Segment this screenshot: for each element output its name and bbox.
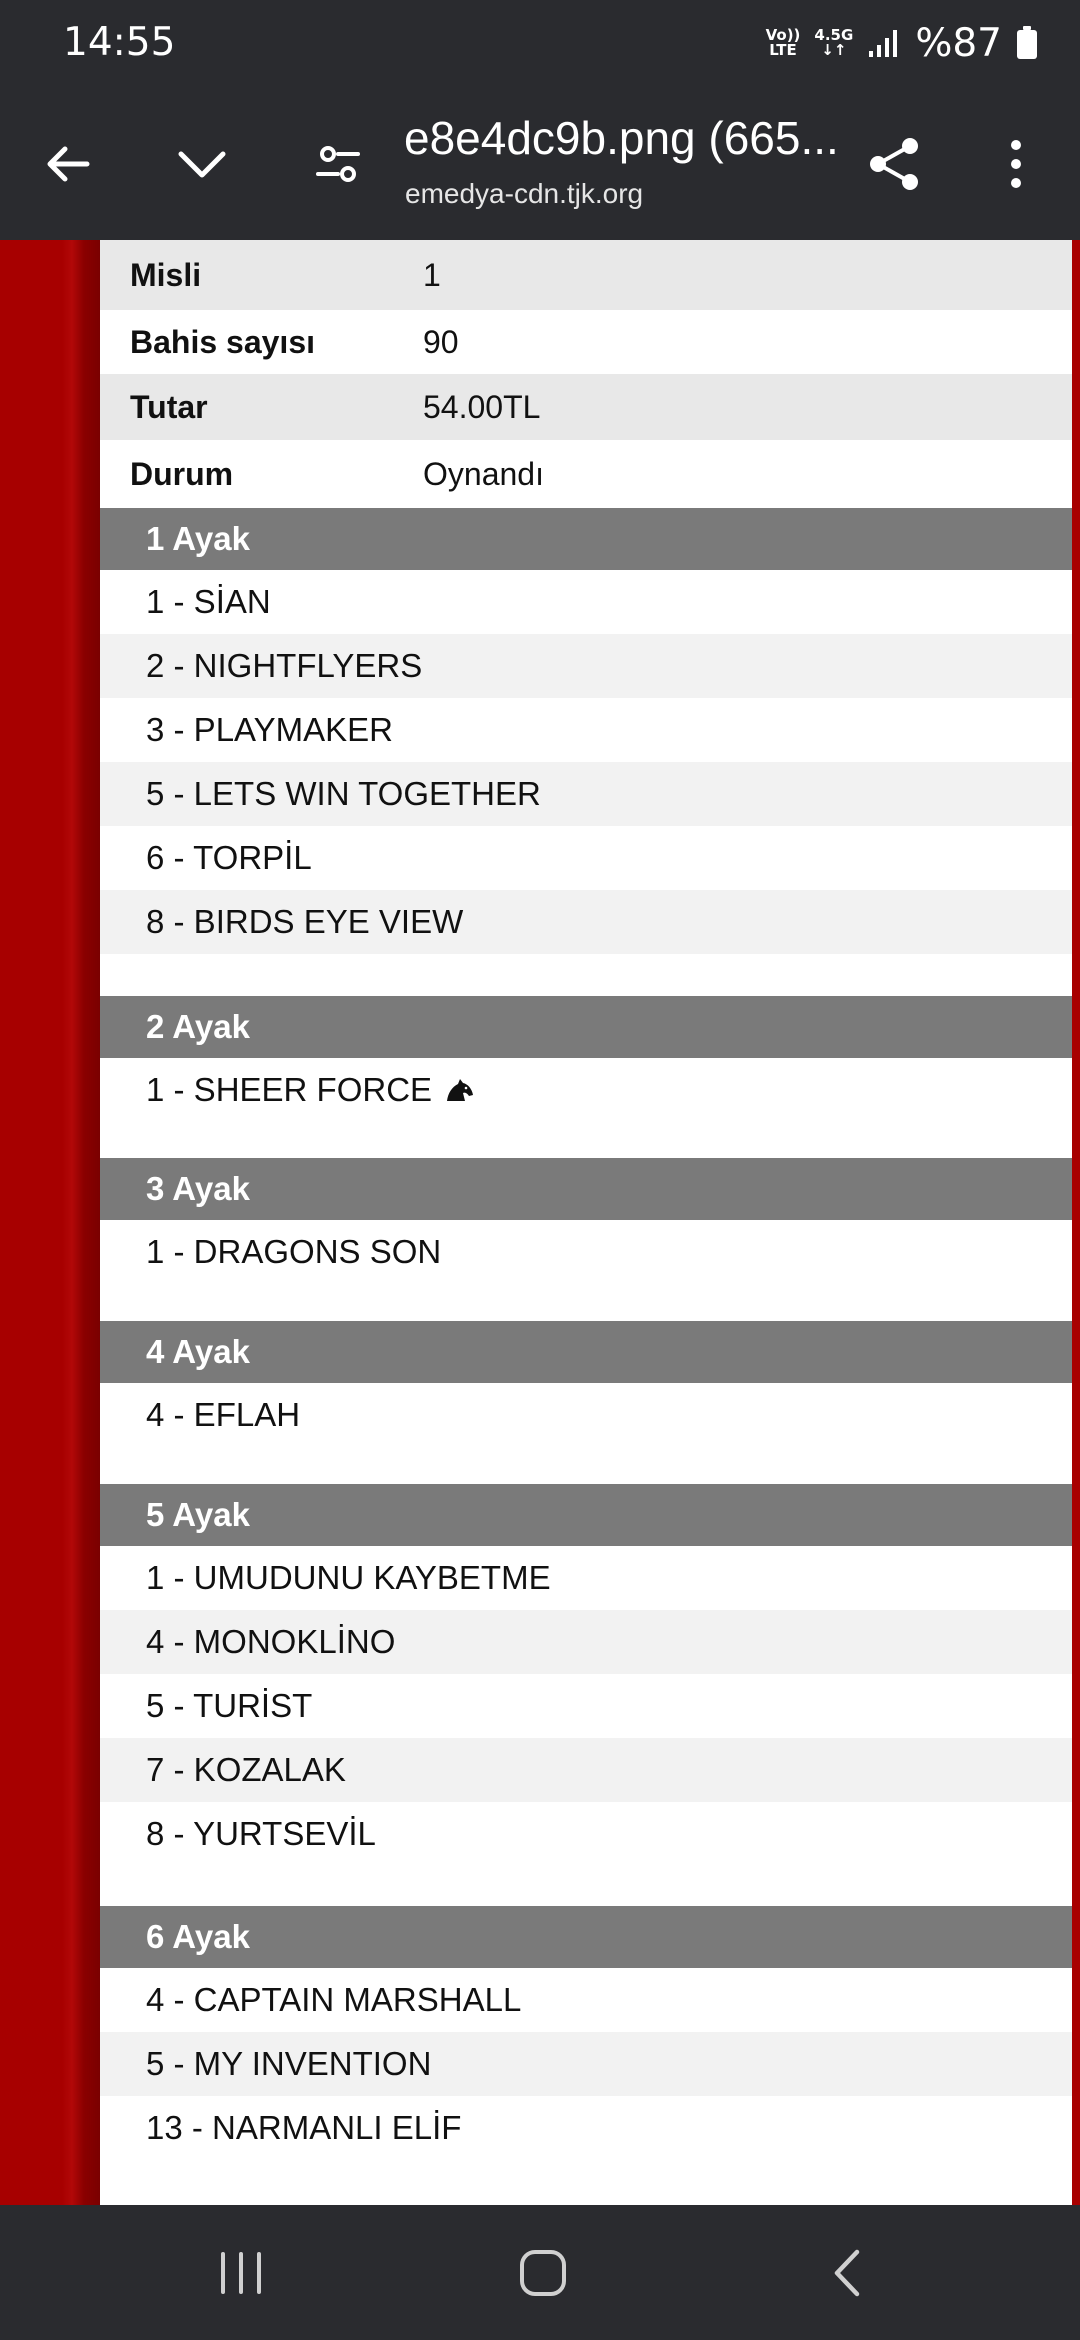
horse-name: 5 - TURİST [146,1687,313,1724]
tune-icon [314,140,362,188]
horse-row [100,1674,1072,1738]
more-options-button[interactable] [984,132,1048,196]
horse-row [100,1968,1072,2032]
status-bar [0,0,1080,88]
leg-title: 3 Ayak [146,1170,250,1207]
leg-header [100,1158,1072,1220]
horse-row [100,1058,1072,1122]
horse-name: 4 - CAPTAIN MARSHALL [146,1981,522,2018]
horse-head-icon [444,1077,474,1103]
horse-name: 2 - NIGHTFLYERS [146,647,423,684]
volte-top: Vo)) [765,26,801,44]
info-value: Oynandı [423,455,544,492]
home-button[interactable] [508,2245,578,2301]
info-row-tutar [100,374,1072,440]
horse-row [100,2096,1072,2160]
info-row-bahis [100,310,1072,374]
view-options-button[interactable] [306,132,370,196]
app-bar [0,88,1080,240]
arrow-back-icon [43,139,93,189]
horse-name: 5 - MY INVENTION [146,2045,432,2082]
share-icon [864,134,924,194]
battery-icon [1016,26,1038,60]
leg-title: 5 Ayak [146,1496,250,1533]
collapse-button[interactable] [170,132,234,196]
file-host: emedya-cdn.tjk.org [405,178,644,209]
image-viewport[interactable] [0,240,1080,2205]
recents-icon [217,2251,265,2295]
info-row-durum [100,440,1072,508]
info-value: 90 [423,323,459,360]
info-label: Tutar [130,388,208,425]
horse-row [100,634,1072,698]
horse-row [100,826,1072,890]
leg-header [100,508,1072,570]
info-label: Bahis sayısı [130,323,315,360]
status-icons [766,18,1038,68]
horse-row [100,762,1072,826]
horse-row [100,1546,1072,1610]
horse-name: 1 - SHEER FORCE [146,1071,433,1108]
back-button[interactable] [36,132,100,196]
info-label: Misli [130,256,202,293]
horse-name: 1 - UMUDUNU KAYBETME [146,1559,551,1596]
chevron-down-icon [175,144,229,184]
horse-name: 1 - SİAN [146,583,271,620]
info-label: Durum [130,455,234,492]
info-row-misli [100,240,1072,310]
leg-title: 1 Ayak [146,520,250,557]
horse-row [100,1802,1072,1866]
horse-row [100,1220,1072,1284]
leg-header [100,1906,1072,1968]
volte-bottom: LTE [769,41,797,59]
red-frame [0,240,100,2205]
horse-name: 13 - NARMANLI ELİF [146,2109,462,2146]
leg-header [100,996,1072,1058]
horse-name: 3 - PLAYMAKER [146,711,393,748]
horse-row [100,890,1072,954]
coupon-sheet [100,240,1072,2205]
home-icon [518,2248,568,2298]
network-arrows: ↓↑ [821,41,847,59]
more-vert-icon [1008,139,1024,189]
volte-indicator [766,28,801,58]
info-value: 1 [423,256,441,293]
horse-row [100,1610,1072,1674]
share-button[interactable] [862,132,926,196]
leg-title: 2 Ayak [146,1008,250,1045]
network-indicator [814,28,853,58]
recents-button[interactable] [206,2245,276,2301]
navigation-bar [0,2205,1080,2340]
nav-back-button[interactable] [812,2245,882,2301]
battery-percent: %87 [915,20,1002,66]
leg-header [100,1321,1072,1383]
nav-back-icon [827,2248,867,2298]
horse-row [100,698,1072,762]
horse-name: 5 - LETS WIN TOGETHER [146,775,541,812]
horse-name: 4 - EFLAH [146,1396,301,1433]
horse-row [100,2032,1072,2096]
horse-name: 1 - DRAGONS SON [146,1233,442,1270]
horse-name: 4 - MONOKLİNO [146,1623,396,1660]
horse-name: 8 - YURTSEVİL [146,1815,376,1852]
leg-header [100,1484,1072,1546]
signal-icon [867,27,901,59]
status-time: 14:55 [63,20,176,65]
horse-name: 6 - TORPİL [146,839,312,876]
leg-title: 6 Ayak [146,1918,250,1955]
horse-name: 8 - BIRDS EYE VIEW [146,903,464,940]
horse-row [100,570,1072,634]
horse-row [100,1738,1072,1802]
file-title: e8e4dc9b.png (665... [404,112,839,164]
horse-name: 7 - KOZALAK [146,1751,346,1788]
leg-title: 4 Ayak [146,1333,250,1370]
horse-row [100,1383,1072,1447]
info-value: 54.00TL [423,388,541,425]
network-type: 4.5G [814,26,854,44]
